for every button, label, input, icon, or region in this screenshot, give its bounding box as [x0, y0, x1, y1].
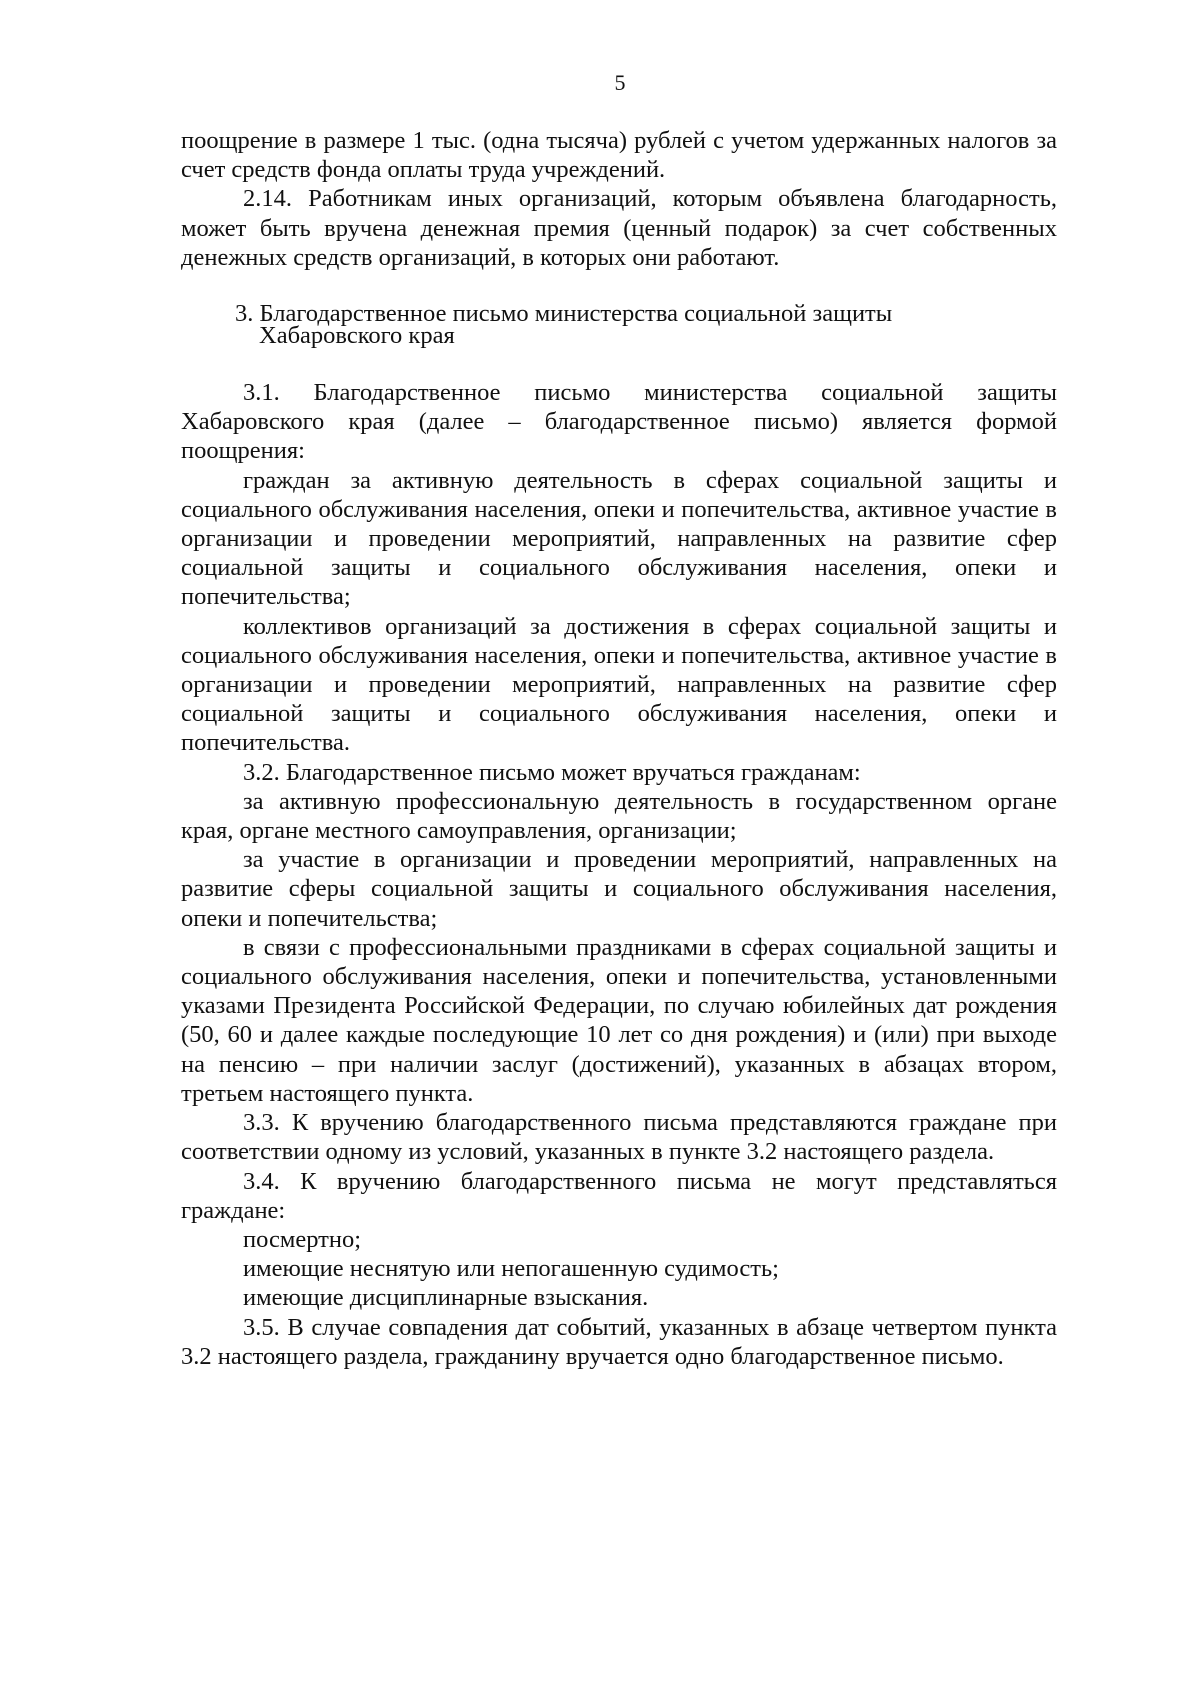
section-heading-line2: Хабаровского края	[259, 322, 455, 350]
paragraph-participation: за участие в организации и проведении мероприятий, направленных на развитие сферы социальной защиты и социального обслуживания населения, опеки и попечительства;	[181, 846, 1057, 932]
paragraph-holidays: в связи с профессиональными праздниками в сферах социальной защиты и социального обслуживания населения, опеки и попечительства, установленными указами Президента Российской Федерации, по случаю юбилейных дат рождения (50, 60 и далее каждые последующие 10 лет со дня рождения) и (или) при выходе на пенсию – при наличии заслуг (достижений), указанных в абзацах втором, третьем настоящего пункта.	[181, 933, 1057, 1107]
paragraph-continuation: поощрение в размере 1 тыс. (одна тысяча) рублей с учетом удержанных налогов за счет средств фонда оплаты труда учреждений.	[181, 127, 1057, 184]
list-item-disciplinary: имеющие дисциплинарные взыскания.	[243, 1284, 649, 1312]
paragraph-3-5: 3.5. В случае совпадения дат событий, указанных в абзаце четвертом пункта 3.2 настоящего раздела, гражданину вручается одно благодарственное письмо.	[181, 1313, 1057, 1370]
page-number: 5	[614, 70, 626, 95]
paragraph-3-3: 3.3. К вручению благодарственного письма представляются граждане при соответствии одному из условий, указанных в пункте 3.2 настоящего раздела.	[181, 1109, 1057, 1166]
list-item-posthumously: посмертно;	[243, 1225, 362, 1253]
paragraph-2-14: 2.14. Работникам иных организаций, которым объявлена благодарность, может быть вручена денежная премия (ценный подарок) за счет собственных денежных средств организаций, в которых они работают.	[181, 185, 1057, 271]
section-heading	[235, 300, 1057, 350]
paragraph-3-4: 3.4. К вручению благодарственного письма не могут представляться граждане:	[181, 1167, 1057, 1224]
list-item-conviction: имеющие неснятую или непогашенную судимость;	[243, 1255, 779, 1283]
paragraph-citizens: граждан за активную деятельность в сферах социальной защиты и социального обслуживания населения, опеки и попечительства, активное участие в организации и проведении мероприятий, направленных на развитие сфер социальной защиты и социального обслуживания населения, опеки и попечительства;	[181, 466, 1057, 611]
paragraph-collectives: коллективов организаций за достижения в сферах социальной защиты и социального обслуживания населения, опеки и попечительства, активное участие в организации и проведении мероприятий, направленных на развитие сфер социальной защиты и социального обслуживания населения, опеки и попечительства.	[181, 612, 1057, 757]
document-body	[181, 126, 1057, 1371]
paragraph-3-2: 3.2. Благодарственное письмо может вручаться гражданам:	[243, 758, 861, 786]
section-heading-line1: 3. Благодарственное письмо министерства социальной защиты	[235, 300, 893, 328]
paragraph-3-1: 3.1. Благодарственное письмо министерства социальной защиты Хабаровского края (далее – благодарственное письмо) является формой поощрения:	[181, 379, 1057, 465]
paragraph-professional-activity: за активную профессиональную деятельность в государственном органе края, органе местного самоуправления, организации;	[181, 787, 1057, 845]
